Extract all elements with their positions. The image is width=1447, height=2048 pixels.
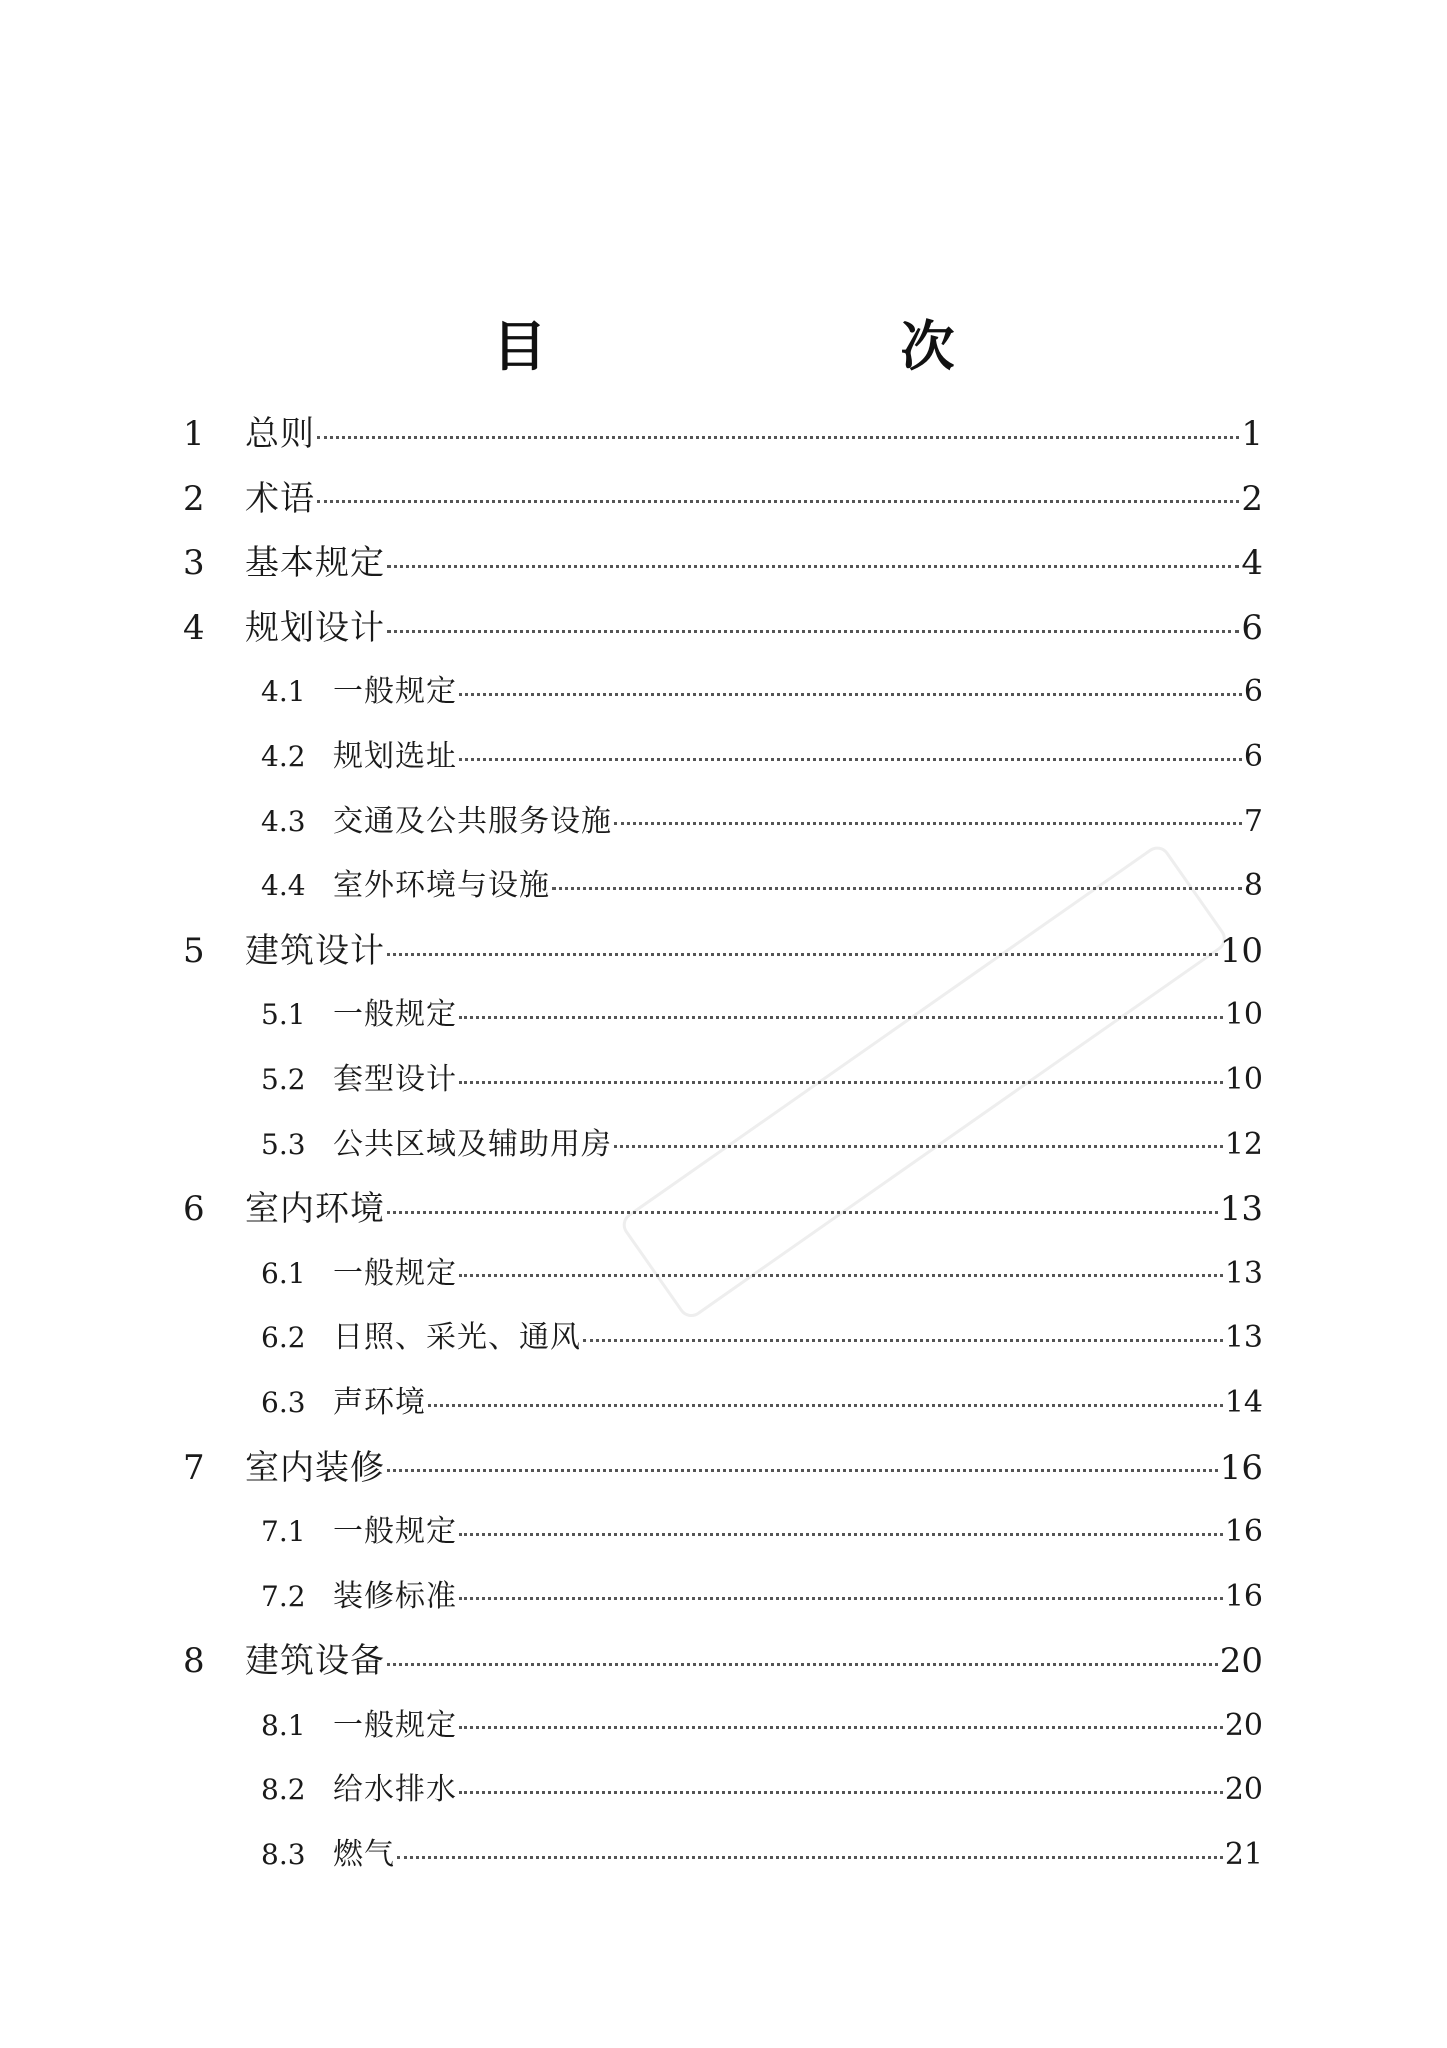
dot-leader — [387, 1629, 1218, 1666]
dot-leader — [459, 1051, 1223, 1084]
toc-entry-label: 室内环境 — [245, 1189, 385, 1230]
toc-entry-page-number: 10 — [1219, 930, 1263, 971]
toc-chapter-entry[interactable] — [183, 402, 1263, 467]
toc-entry-label: 套型设计 — [333, 1061, 457, 1097]
toc-section-entry[interactable] — [183, 1306, 1263, 1371]
toc-entry-page-number: 13 — [1224, 1320, 1263, 1356]
toc-section-entry[interactable] — [183, 1694, 1263, 1759]
dot-leader — [614, 792, 1242, 825]
toc-entry-page-number: 13 — [1224, 1255, 1263, 1291]
toc-entry-number: 8.2 — [261, 1773, 306, 1807]
toc-entry-page-number: 21 — [1224, 1837, 1263, 1873]
toc-section-entry[interactable] — [183, 983, 1263, 1048]
dot-leader — [459, 1696, 1223, 1729]
toc-entry-page-number: 14 — [1224, 1384, 1263, 1420]
toc-section-entry[interactable] — [183, 1758, 1263, 1823]
toc-entry-page-number: 8 — [1243, 868, 1263, 904]
dot-leader — [387, 596, 1239, 633]
dot-leader — [459, 1567, 1223, 1600]
toc-entry-page-number: 10 — [1224, 1061, 1263, 1097]
toc-entry-page-number: 12 — [1224, 1126, 1263, 1162]
toc-chapter-entry[interactable] — [183, 1436, 1263, 1501]
toc-entry-page-number: 16 — [1224, 1578, 1263, 1614]
dot-leader — [459, 1244, 1223, 1277]
toc-entry-page-number: 20 — [1219, 1641, 1263, 1682]
toc-chapter-entry[interactable] — [183, 467, 1263, 532]
dot-leader — [317, 402, 1239, 439]
toc-entry-number: 6.1 — [261, 1256, 306, 1290]
toc-entry-number: 6.3 — [261, 1385, 306, 1419]
toc-entry-label: 公共区域及辅助用房 — [333, 1126, 612, 1162]
dot-leader — [387, 1435, 1218, 1472]
toc-entry-number: 8.3 — [261, 1838, 306, 1872]
toc-entry-label: 一般规定 — [333, 674, 457, 710]
toc-section-entry[interactable] — [183, 790, 1263, 855]
toc-entry-number: 5 — [183, 930, 205, 971]
toc-entry-label: 规划设计 — [245, 607, 385, 648]
toc-chapter-entry[interactable] — [183, 531, 1263, 596]
toc-entry-number: 4.1 — [261, 675, 306, 709]
toc-section-entry[interactable] — [183, 1371, 1263, 1436]
dot-leader — [459, 986, 1223, 1019]
toc-entry-number: 2 — [183, 478, 205, 519]
toc-entry-number: 7 — [183, 1447, 205, 1488]
toc-entry-label: 一般规定 — [333, 997, 457, 1033]
toc-entry-label: 燃气 — [333, 1837, 395, 1873]
toc-entry-label: 声环境 — [333, 1384, 426, 1420]
toc-entry-number: 1 — [183, 414, 205, 454]
toc-entry-label: 建筑设备 — [245, 1641, 385, 1682]
toc-chapter-entry[interactable] — [183, 596, 1263, 661]
toc-entry-page-number: 10 — [1224, 997, 1263, 1033]
toc-chapter-entry[interactable] — [183, 919, 1263, 984]
toc-entry-page-number: 6 — [1243, 738, 1263, 774]
toc-entry-number: 5.3 — [261, 1127, 306, 1161]
toc-entry-number: 7.1 — [261, 1515, 306, 1549]
toc-section-entry[interactable] — [183, 1242, 1263, 1307]
toc-entry-page-number: 4 — [1241, 543, 1263, 584]
dot-leader — [428, 1374, 1223, 1407]
toc-entry-number: 5.2 — [261, 1062, 306, 1096]
toc-entry-page-number: 20 — [1224, 1772, 1263, 1808]
toc-entry-label: 给水排水 — [333, 1772, 457, 1808]
toc-entry-label: 交通及公共服务设施 — [333, 803, 612, 839]
dot-leader — [317, 466, 1239, 503]
toc-entry-number: 5.1 — [261, 998, 306, 1032]
page-title: 目 次 — [492, 314, 1105, 379]
toc-entry-number: 6 — [183, 1189, 205, 1230]
dot-leader — [459, 1761, 1223, 1794]
toc-entry-label: 一般规定 — [333, 1255, 457, 1291]
toc-entry-page-number: 1 — [1241, 414, 1263, 454]
toc-entry-number: 7.2 — [261, 1579, 306, 1613]
toc-entry-label: 基本规定 — [245, 543, 385, 584]
dot-leader — [387, 919, 1218, 956]
toc-section-entry[interactable] — [183, 1565, 1263, 1630]
toc-section-entry[interactable] — [183, 1048, 1263, 1113]
toc-section-entry[interactable] — [183, 854, 1263, 919]
toc-entry-label: 建筑设计 — [245, 930, 385, 971]
toc-entry-number: 4.4 — [261, 869, 306, 903]
dot-leader — [387, 1177, 1218, 1214]
toc-entry-number: 3 — [183, 543, 205, 584]
toc-entry-number: 8.1 — [261, 1708, 306, 1742]
toc-section-entry[interactable] — [183, 1500, 1263, 1565]
toc-entry-number: 6.2 — [261, 1321, 306, 1355]
toc-entry-number: 4.3 — [261, 804, 306, 838]
toc-chapter-entry[interactable] — [183, 1177, 1263, 1242]
dot-leader — [459, 1503, 1223, 1536]
toc-entry-page-number: 2 — [1241, 478, 1263, 519]
toc-section-entry[interactable] — [183, 660, 1263, 725]
dot-leader — [387, 531, 1239, 568]
toc-section-entry[interactable] — [183, 1823, 1263, 1888]
dot-leader — [614, 1115, 1223, 1148]
toc-entry-label: 总则 — [245, 414, 315, 454]
toc-section-entry[interactable] — [183, 1113, 1263, 1178]
dot-leader — [459, 728, 1242, 761]
toc-entry-page-number: 7 — [1243, 803, 1263, 839]
toc-entry-label: 日照、采光、通风 — [333, 1320, 581, 1356]
toc-chapter-entry[interactable] — [183, 1629, 1263, 1694]
toc-entry-page-number: 6 — [1243, 674, 1263, 710]
dot-leader — [583, 1309, 1223, 1342]
toc-entry-page-number: 16 — [1224, 1514, 1263, 1550]
toc-entry-label: 一般规定 — [333, 1514, 457, 1550]
dot-leader — [552, 857, 1242, 890]
toc-entry-page-number: 13 — [1219, 1189, 1263, 1230]
toc-entry-label: 装修标准 — [333, 1578, 457, 1614]
toc-entry-label: 规划选址 — [333, 738, 457, 774]
toc-entry-label: 室内装修 — [245, 1447, 385, 1488]
toc-section-entry[interactable] — [183, 725, 1263, 790]
dot-leader — [459, 663, 1242, 696]
toc-entry-page-number: 20 — [1224, 1707, 1263, 1743]
toc-entry-number: 8 — [183, 1641, 205, 1682]
toc-entry-label: 一般规定 — [333, 1707, 457, 1743]
toc-entry-page-number: 6 — [1241, 607, 1263, 648]
toc-entry-label: 术语 — [245, 478, 315, 519]
toc-entry-number: 4 — [183, 607, 205, 648]
toc-entry-page-number: 16 — [1219, 1447, 1263, 1488]
toc-entry-number: 4.2 — [261, 739, 306, 773]
table-of-contents — [183, 402, 1263, 1888]
dot-leader — [397, 1826, 1223, 1859]
toc-entry-label: 室外环境与设施 — [333, 868, 550, 904]
